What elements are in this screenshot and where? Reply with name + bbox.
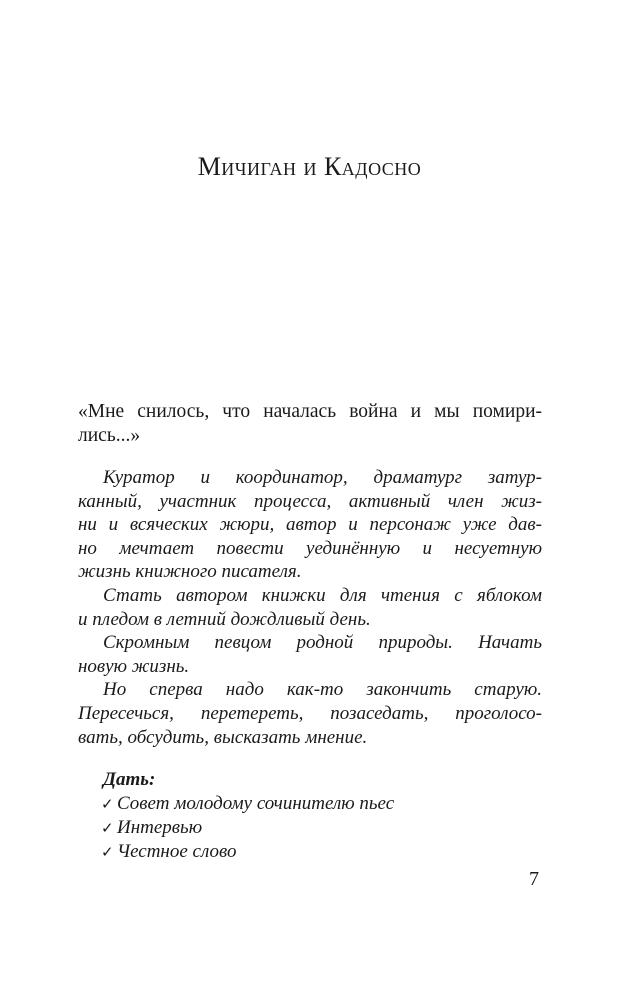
paragraph-line: жизнь книжного писателя. (78, 561, 302, 583)
checkmark-icon: ✓ (101, 795, 114, 813)
checkmark-icon: ✓ (101, 843, 114, 861)
epigraph (78, 400, 542, 448)
checklist-item (101, 816, 394, 840)
paragraph-line: Скромным певцом родной природы. Начать (103, 632, 542, 654)
paragraph-line: но мечтает повести уединённую и несуетную (78, 537, 542, 559)
checklist (103, 768, 394, 864)
paragraph-line: Куратор и координатор, драматург затур- (103, 467, 542, 488)
checklist-heading: Дать: (103, 769, 156, 790)
page-number: 7 (529, 868, 539, 890)
paragraph-line: новую жизнь. (78, 655, 190, 677)
checklist-item (101, 840, 394, 864)
paragraph-line: Но сперва надо как-то закончить старую. (103, 679, 542, 701)
checklist-item-label: Интервью (117, 817, 203, 838)
checklist-item (101, 792, 394, 816)
paragraph-line: Стать автором книжки для чтения с яблоком (103, 584, 542, 606)
epigraph-line: лись...» (78, 425, 141, 446)
paragraph-line: ни и всяческих жюри, автор и персонаж уже дав- (78, 514, 542, 536)
chapter-title: Мичиган и Кадосно (197, 152, 422, 181)
paragraph-line: вать, обсудить, высказать мнение. (78, 726, 368, 748)
body-text (78, 466, 542, 749)
checklist-item-label: Честное слово (117, 841, 237, 862)
checkmark-icon: ✓ (101, 819, 114, 837)
paragraph-line: Пересечься, перетереть, позаседать, проголосо- (78, 702, 542, 724)
checklist-item-label: Совет молодому сочинителю пьес (117, 793, 395, 814)
paragraph-line: канный, участник процесса, активный член жиз- (78, 490, 542, 512)
epigraph-line: «Мне снилось, что началась война и мы помири- (78, 401, 542, 422)
paragraph-line: и пледом в летний дождливый день. (78, 608, 371, 630)
